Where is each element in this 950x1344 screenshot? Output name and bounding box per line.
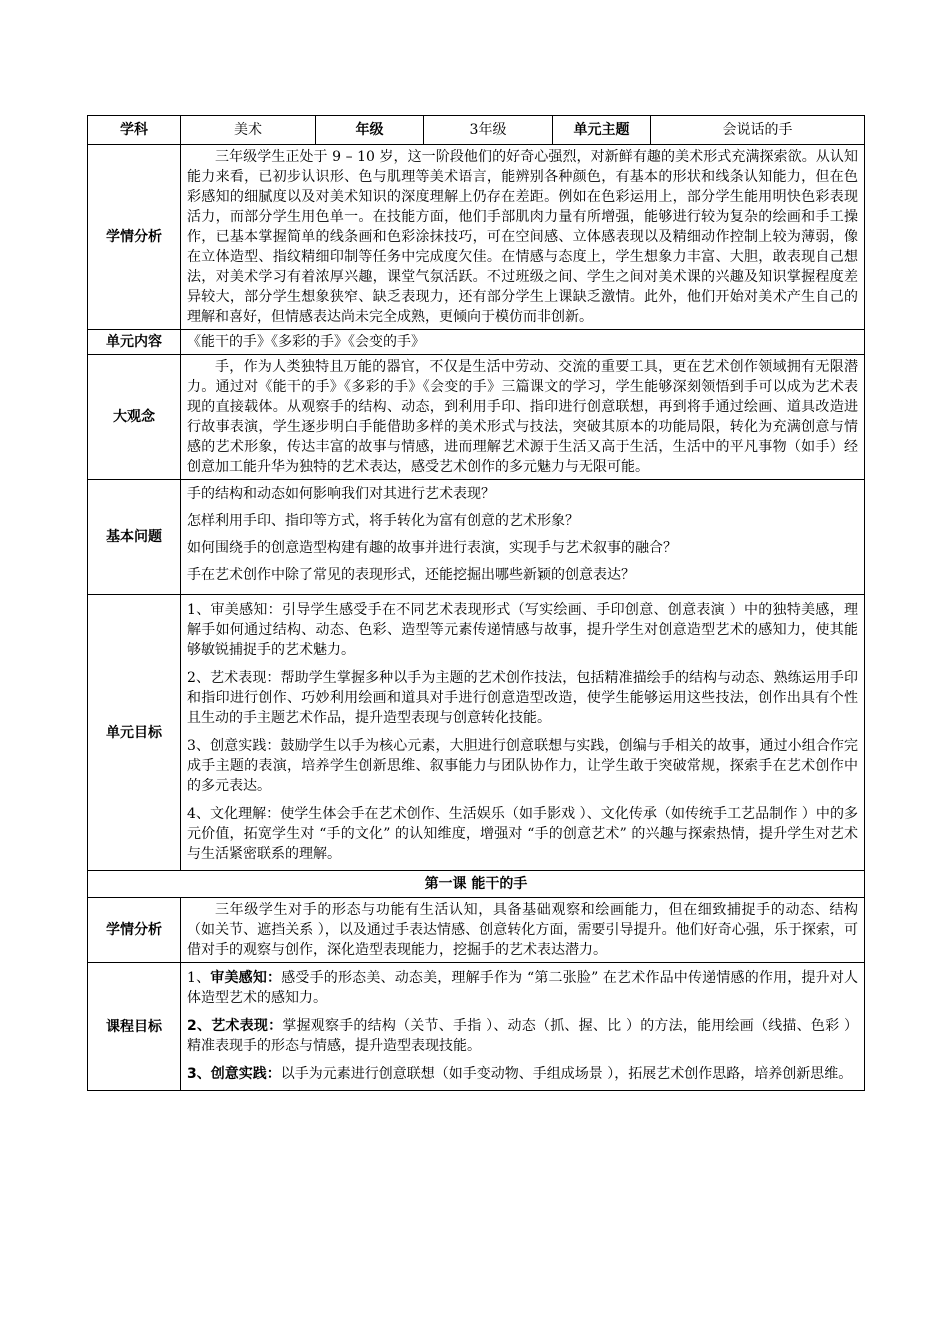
unit-goals-cell xyxy=(181,595,865,871)
course-goal-title: 创意实践： xyxy=(210,1066,281,1082)
student-analysis-text: 三年级学生正处于 9 – 10 岁，这一阶段他们的好奇心强烈，对新鲜有趣的美术形式充满探索欲。从认知能力来看，已初步认识形、色与肌理等美术语言，能辨别各种颜色，有基本的形状和线条认知能力，但在色彩感知的细腻度以及对美术知识的深度理解上仍存在差距。例如在色彩运用上，部分学生能用明快色彩表现活力，而部分学生用色单一。在技能方面，他们手部肌肉力量有所增强，能够进行较为复杂的绘画和手工操作，已基本掌握简单的线条画和色彩涂抹技巧，可在空间感、立体感表现以及精细动作控制上较为薄弱，像在立体造型、指纹精细印制等任务中完成度欠佳。在情感与态度上，学生想象力丰富、大胆，敢表现自己想法，对美术学习有着浓厚兴趣，课堂气氛活跃。不过班级之间、学生之间对美术课的兴趣及知识掌握程度差异较大，部分学生想象狭窄、缺乏表现力，还有部分学生上课缺乏激情。此外，他们开始对美术产生自己的理解和喜好，但情感表达尚未完全成熟，更倾向于模仿而非创新。 xyxy=(187,149,858,325)
big-idea-label: 大观念 xyxy=(88,355,181,480)
course-goals-label: 课程目标 xyxy=(88,963,181,1091)
unit-content-text: 《能干的手》《多彩的手》《会变的手》 xyxy=(181,330,865,355)
course-goals-cell xyxy=(181,963,865,1091)
course-goal-prefix: 1、 xyxy=(187,970,211,986)
big-idea-cell xyxy=(181,355,865,480)
lesson-analysis-cell xyxy=(181,898,865,963)
unit-content-row xyxy=(88,330,865,355)
course-goal-item xyxy=(187,1016,858,1056)
student-analysis-row xyxy=(88,145,865,330)
unit-theme-label: 单元主题 xyxy=(553,116,651,145)
course-goal-text: 感受手的形态美、动态美，理解手作为 “第二张脸” 在艺术作品中传递情感的作用，提升对人体造型艺术的感知力。 xyxy=(187,970,858,1006)
subject-label: 学科 xyxy=(88,116,181,145)
course-goal-title: 艺术表现： xyxy=(211,1018,283,1034)
course-goals-row xyxy=(88,963,865,1091)
grade-label: 年级 xyxy=(316,116,424,145)
basic-questions-cell xyxy=(181,480,865,595)
lesson-title: 第一课 能干的手 xyxy=(88,871,865,898)
lesson-title-row xyxy=(88,871,865,898)
course-goal-text: 掌握观察手的结构（关节、手指 ）、动态（抓、握、比 ）的方法，能用绘画（线描、色彩 ）精准表现手的形态与情感，提升造型表现技能。 xyxy=(187,1018,858,1054)
basic-questions-label: 基本问题 xyxy=(88,480,181,595)
course-goal-text: 以手为元素进行创意联想（如手变动物、手组成场景 ），拓展艺术创作思路，培养创新思维。 xyxy=(280,1066,853,1082)
course-goal-prefix: 3、 xyxy=(187,1066,211,1082)
lesson-analysis-text: 三年级学生对手的形态与功能有生活认知，具备基础观察和绘画能力，但在细致捕捉手的动态、结构（如关节、遮挡关系 ），以及通过手表达情感、创意转化方面，需要引导提升。他们好奇心强，乐于探索，可借对手的观察与创作，深化造型表现能力，挖掘手的艺术表达潜力。 xyxy=(187,902,858,958)
unit-content-label: 单元内容 xyxy=(88,330,181,355)
student-analysis-label: 学情分析 xyxy=(88,145,181,330)
grade-value: 3年级 xyxy=(424,116,553,145)
lesson-analysis-label: 学情分析 xyxy=(88,898,181,963)
unit-goals-row xyxy=(88,595,865,871)
basic-question: 手在艺术创作中除了常见的表现形式，还能挖掘出哪些新颖的创意表达？ xyxy=(187,567,635,583)
lesson-analysis-row xyxy=(88,898,865,963)
student-analysis-cell xyxy=(181,145,865,330)
basic-question: 手的结构和动态如何影响我们对其进行艺术表现？ xyxy=(187,486,495,502)
unit-goal-item: 3、创意实践：鼓励学生以手为核心元素，大胆进行创意联想与实践，创编与手相关的故事，通过小组合作完成手主题的表演，培养学生创新思维、叙事能力与团队协作力，让学生敢于突破常规，探索手在艺术创作中的多元表达。 xyxy=(187,738,858,794)
lesson-plan-table xyxy=(87,115,865,1091)
course-goal-prefix: 2、 xyxy=(187,1018,212,1034)
unit-goal-item: 2、艺术表现：帮助学生掌握多种以手为主题的艺术创作技法，包括精准描绘手的结构与动态、熟练运用手印和指印进行创作、巧妙利用绘画和道具对手进行创意造型改造，使学生能够运用这些技法，创作出具有个性且生动的手主题艺术作品，提升造型表现与创意转化技能。 xyxy=(187,670,858,726)
course-goal-title: 审美感知： xyxy=(210,970,282,986)
big-idea-row xyxy=(88,355,865,480)
header-row xyxy=(88,116,865,145)
unit-goal-item: 1、审美感知：引导学生感受手在不同艺术表现形式（写实绘画、手印创意、创意表演 ）中的独特美感，理解手如何通过结构、动态、色彩、造型等元素传递情感与故事，提升学生对创意造型艺术的感知力，使其能够敏锐捕捉手的艺术魅力。 xyxy=(187,602,858,658)
course-goal-item xyxy=(187,968,858,1008)
unit-goal-item: 4、文化理解：使学生体会手在艺术创作、生活娱乐（如手影戏 ）、文化传承（如传统手工艺品制作 ）中的多元价值，拓宽学生对 “手的文化” 的认知维度，增强对 “手的创意艺术” 的兴趣与探索热情，提升学生对艺术与生活紧密联系的理解。 xyxy=(187,806,858,862)
big-idea-text: 手，作为人类独特且万能的器官，不仅是生活中劳动、交流的重要工具，更在艺术创作领域拥有无限潜力。通过对《能干的手》《多彩的手》《会变的手》三篇课文的学习，学生能够深刻领悟到手可以成为艺术表现的直接载体。从观察手的结构、动态，到利用手印、指印进行创意联想，再到将手通过绘画、道具改造进行故事表演，学生逐步明白手能借助多样的美术形式与技法，突破其原本的功能局限，转化为充满创意与情感的艺术形象，传达丰富的故事与情感，进而理解艺术源于生活又高于生活，生活中的平凡事物（如手）经创意加工能升华为独特的艺术表达，感受艺术创作的多元魅力与无限可能。 xyxy=(187,359,858,475)
basic-question: 如何围绕手的创意造型构建有趣的故事并进行表演，实现手与艺术叙事的融合？ xyxy=(187,540,677,556)
basic-question: 怎样利用手印、指印等方式，将手转化为富有创意的艺术形象？ xyxy=(187,513,579,529)
basic-questions-row xyxy=(88,480,865,595)
course-goal-item xyxy=(187,1064,858,1084)
subject-value: 美术 xyxy=(181,116,316,145)
unit-theme-value: 会说话的手 xyxy=(651,116,865,145)
unit-goals-label: 单元目标 xyxy=(88,595,181,871)
